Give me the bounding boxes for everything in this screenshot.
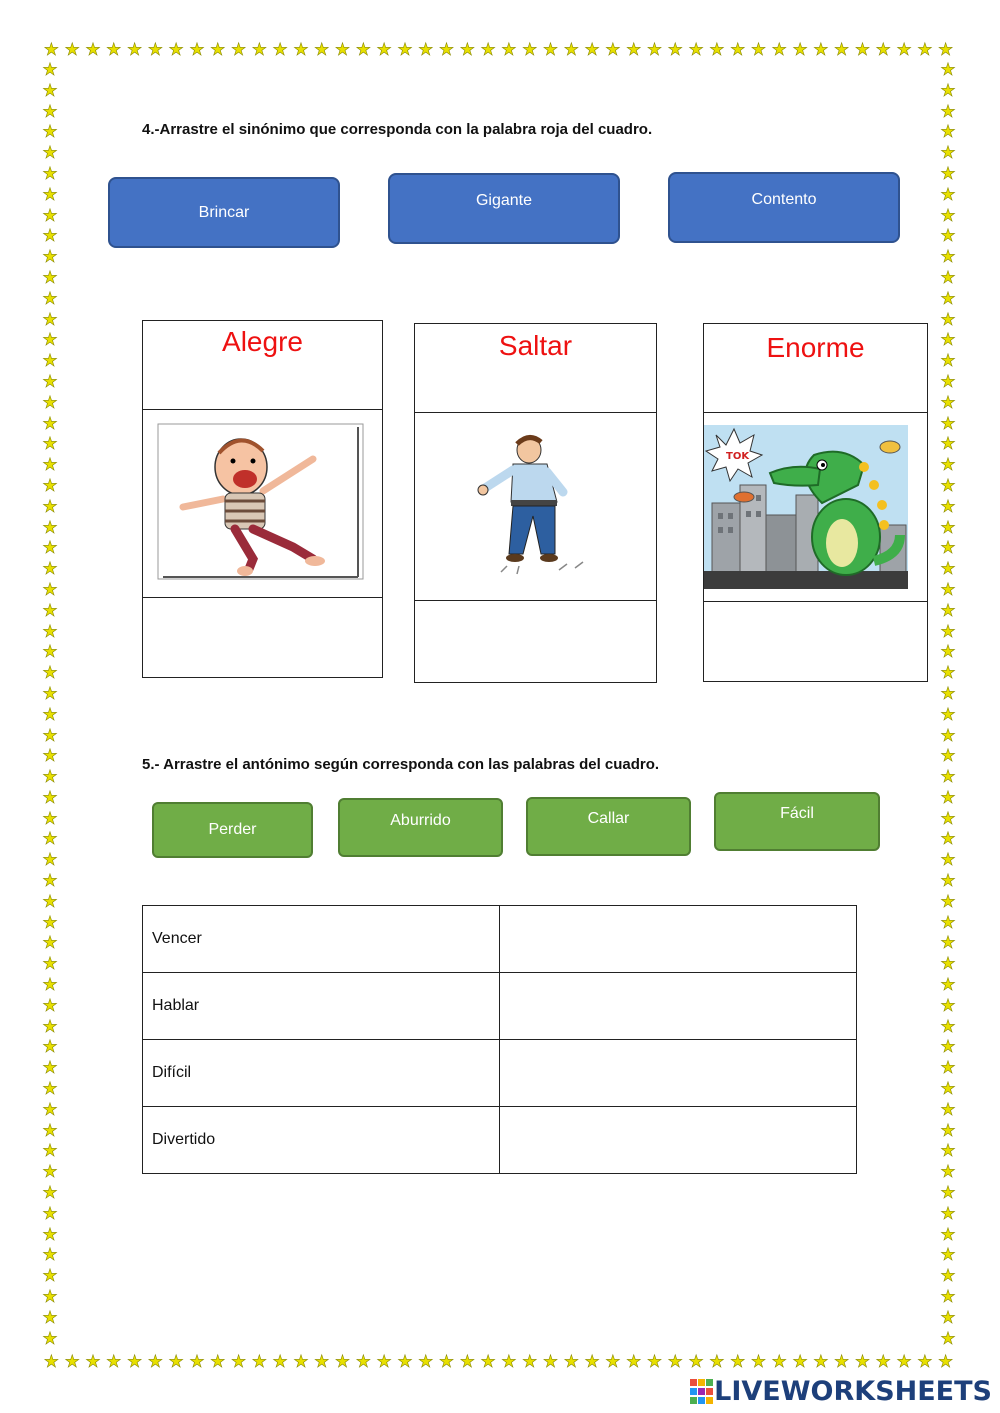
star-icon: ★ — [42, 1203, 58, 1224]
star-icon: ★ — [940, 933, 956, 954]
star-icon: ★ — [42, 1307, 58, 1328]
star-icon: ★ — [940, 1079, 956, 1100]
star-icon: ★ — [42, 122, 58, 143]
star-icon: ★ — [42, 995, 58, 1016]
card-word: Enorme — [704, 324, 927, 413]
giant-dinosaur-image — [704, 413, 927, 602]
star-icon: ★ — [940, 808, 956, 829]
star-icon: ★ — [771, 1352, 787, 1372]
star-icon: ★ — [940, 267, 956, 288]
star-icon: ★ — [940, 434, 956, 455]
star-icon: ★ — [940, 1183, 956, 1204]
star-icon: ★ — [584, 1352, 600, 1372]
star-icon: ★ — [940, 683, 956, 704]
star-icon: ★ — [42, 205, 58, 226]
antonym-word: Divertido — [143, 1107, 500, 1174]
star-icon: ★ — [940, 912, 956, 933]
star-icon: ★ — [42, 1224, 58, 1245]
star-icon: ★ — [42, 683, 58, 704]
star-icon: ★ — [940, 704, 956, 725]
star-icon: ★ — [42, 101, 58, 122]
star-icon: ★ — [940, 1037, 956, 1058]
star-icon: ★ — [42, 351, 58, 372]
star-icon: ★ — [940, 559, 956, 580]
star-icon: ★ — [563, 1352, 579, 1372]
star-icon: ★ — [314, 40, 330, 60]
star-icon: ★ — [42, 954, 58, 975]
star-icon: ★ — [940, 60, 956, 80]
star-icon: ★ — [940, 392, 956, 413]
card-word: Alegre — [143, 321, 382, 410]
star-icon: ★ — [42, 621, 58, 642]
star-border-top — [41, 40, 956, 60]
star-icon: ★ — [42, 808, 58, 829]
star-icon: ★ — [626, 1352, 642, 1372]
synonym-card-enorme — [703, 323, 928, 682]
antonym-table — [142, 905, 857, 1174]
star-icon: ★ — [397, 1352, 413, 1372]
star-icon: ★ — [940, 891, 956, 912]
star-icon: ★ — [940, 954, 956, 975]
star-icon: ★ — [730, 40, 746, 60]
star-icon: ★ — [940, 1099, 956, 1120]
star-icon: ★ — [940, 538, 956, 559]
star-icon: ★ — [418, 1352, 434, 1372]
star-icon: ★ — [834, 1352, 850, 1372]
table-row — [143, 1107, 857, 1174]
star-icon: ★ — [42, 871, 58, 892]
draggable-option-perder[interactable]: Perder — [152, 802, 313, 858]
star-icon: ★ — [940, 621, 956, 642]
star-icon: ★ — [106, 1352, 122, 1372]
star-icon: ★ — [940, 767, 956, 788]
star-icon: ★ — [940, 1162, 956, 1183]
star-icon: ★ — [940, 725, 956, 746]
draggable-option-aburrido[interactable]: Aburrido — [338, 798, 503, 857]
star-icon: ★ — [667, 40, 683, 60]
draggable-option-callar[interactable]: Callar — [526, 797, 691, 856]
star-icon: ★ — [334, 1352, 351, 1372]
star-icon: ★ — [834, 40, 850, 60]
star-icon: ★ — [940, 101, 956, 122]
star-icon: ★ — [584, 40, 600, 60]
synonym-drop-zone-saltar[interactable] — [415, 598, 656, 682]
star-icon: ★ — [940, 80, 956, 101]
star-icon: ★ — [314, 1352, 330, 1372]
star-icon: ★ — [42, 1245, 58, 1266]
star-icon: ★ — [210, 1352, 226, 1372]
star-icon: ★ — [940, 1016, 956, 1037]
logo-text: LIVEWORKSHEETS — [714, 1376, 992, 1407]
star-icon: ★ — [42, 538, 58, 559]
star-icon: ★ — [940, 517, 956, 538]
jumping-man-image — [415, 413, 656, 601]
star-icon: ★ — [646, 40, 663, 60]
star-icon: ★ — [501, 1352, 517, 1372]
star-icon: ★ — [917, 40, 933, 60]
star-icon: ★ — [42, 434, 58, 455]
star-icon: ★ — [42, 663, 58, 684]
star-icon: ★ — [940, 663, 956, 684]
star-icon: ★ — [64, 40, 80, 60]
star-icon: ★ — [875, 1352, 891, 1372]
exercise4-instruction: 4.-Arrastre el sinónimo que corresponda con la palabra roja del cuadro. — [142, 121, 653, 138]
star-icon: ★ — [397, 40, 413, 60]
star-icon: ★ — [376, 40, 392, 60]
star-icon: ★ — [43, 1352, 60, 1372]
star-icon: ★ — [106, 40, 122, 60]
star-icon: ★ — [272, 40, 288, 60]
star-icon: ★ — [42, 1058, 58, 1079]
star-icon: ★ — [42, 1162, 58, 1183]
liveworksheets-logo-icon — [690, 1379, 714, 1405]
star-icon: ★ — [42, 60, 58, 80]
star-icon: ★ — [940, 1203, 956, 1224]
star-icon: ★ — [42, 746, 58, 767]
star-icon: ★ — [42, 850, 58, 871]
star-icon: ★ — [771, 40, 787, 60]
star-icon: ★ — [940, 371, 956, 392]
star-icon: ★ — [126, 1352, 143, 1372]
star-icon: ★ — [42, 330, 58, 351]
star-icon: ★ — [272, 1352, 288, 1372]
star-icon: ★ — [42, 1328, 58, 1349]
star-icon: ★ — [940, 850, 956, 871]
star-icon: ★ — [940, 288, 956, 309]
exercise5-instruction: 5.- Arrastre el antónimo según corresponda con las palabras del cuadro. — [142, 756, 660, 773]
star-icon: ★ — [42, 392, 58, 413]
star-icon: ★ — [792, 40, 808, 60]
star-icon: ★ — [940, 1224, 956, 1245]
star-icon: ★ — [940, 1245, 956, 1266]
star-icon: ★ — [542, 40, 559, 60]
star-icon: ★ — [940, 871, 956, 892]
star-icon: ★ — [940, 975, 956, 996]
star-icon: ★ — [940, 496, 956, 517]
star-icon: ★ — [438, 40, 455, 60]
star-icon: ★ — [522, 40, 538, 60]
star-icon: ★ — [168, 40, 184, 60]
star-icon: ★ — [688, 40, 704, 60]
star-icon: ★ — [459, 1352, 475, 1372]
star-icon: ★ — [940, 1266, 956, 1287]
star-icon: ★ — [792, 1352, 808, 1372]
star-icon: ★ — [251, 40, 267, 60]
star-icon: ★ — [42, 1266, 58, 1287]
star-icon: ★ — [940, 351, 956, 372]
star-icon: ★ — [940, 600, 956, 621]
star-icon: ★ — [189, 1352, 205, 1372]
star-icon: ★ — [293, 1352, 309, 1372]
star-icon: ★ — [854, 40, 871, 60]
liveworksheets-logo — [690, 1376, 992, 1407]
star-icon: ★ — [168, 1352, 184, 1372]
star-icon: ★ — [42, 642, 58, 663]
star-icon: ★ — [64, 1352, 80, 1372]
star-icon: ★ — [334, 40, 351, 60]
star-icon: ★ — [750, 1352, 767, 1372]
star-icon: ★ — [42, 1016, 58, 1037]
antonym-word: Hablar — [143, 973, 500, 1040]
star-icon: ★ — [459, 40, 475, 60]
star-icon: ★ — [42, 517, 58, 538]
star-icon: ★ — [210, 40, 226, 60]
star-icon: ★ — [355, 1352, 371, 1372]
star-icon: ★ — [940, 787, 956, 808]
star-icon: ★ — [147, 1352, 163, 1372]
star-icon: ★ — [501, 40, 517, 60]
star-icon: ★ — [940, 995, 956, 1016]
star-icon: ★ — [940, 122, 956, 143]
star-icon: ★ — [940, 475, 956, 496]
star-icon: ★ — [42, 413, 58, 434]
star-icon: ★ — [418, 40, 434, 60]
star-icon: ★ — [626, 40, 642, 60]
antonym-drop-zone[interactable] — [500, 973, 857, 1040]
star-icon: ★ — [563, 40, 579, 60]
star-icon: ★ — [42, 559, 58, 580]
star-icon: ★ — [875, 40, 891, 60]
draggable-option-contento[interactable]: Contento — [668, 172, 900, 243]
star-icon: ★ — [605, 40, 621, 60]
draggable-option-gigante[interactable]: Gigante — [388, 173, 620, 244]
star-icon: ★ — [42, 247, 58, 268]
card-word: Saltar — [415, 324, 656, 413]
star-icon: ★ — [730, 1352, 746, 1372]
star-icon: ★ — [940, 184, 956, 205]
star-icon: ★ — [42, 309, 58, 330]
star-icon: ★ — [709, 40, 725, 60]
star-icon: ★ — [688, 1352, 704, 1372]
star-icon: ★ — [85, 40, 101, 60]
star-icon: ★ — [42, 80, 58, 101]
happy-boy-image — [143, 410, 382, 598]
star-icon: ★ — [940, 1287, 956, 1308]
star-icon: ★ — [42, 455, 58, 476]
star-icon: ★ — [522, 1352, 538, 1372]
star-icon: ★ — [940, 1328, 956, 1349]
synonym-drop-zone-enorme[interactable] — [704, 599, 927, 681]
star-icon: ★ — [42, 1099, 58, 1120]
star-border-right — [938, 60, 958, 1349]
synonym-card-alegre — [142, 320, 383, 678]
star-icon: ★ — [940, 455, 956, 476]
star-icon: ★ — [896, 1352, 912, 1372]
star-icon: ★ — [293, 40, 309, 60]
star-icon: ★ — [42, 1120, 58, 1141]
star-icon: ★ — [230, 1352, 247, 1372]
star-icon: ★ — [813, 40, 829, 60]
star-icon: ★ — [940, 163, 956, 184]
star-icon: ★ — [42, 1287, 58, 1308]
star-icon: ★ — [42, 787, 58, 808]
star-icon: ★ — [42, 579, 58, 600]
star-icon: ★ — [42, 226, 58, 247]
star-icon: ★ — [940, 330, 956, 351]
star-icon: ★ — [42, 184, 58, 205]
star-icon: ★ — [938, 40, 954, 60]
star-icon: ★ — [42, 933, 58, 954]
star-icon: ★ — [355, 40, 371, 60]
star-icon: ★ — [940, 205, 956, 226]
star-icon: ★ — [480, 40, 496, 60]
star-icon: ★ — [42, 371, 58, 392]
star-icon: ★ — [251, 1352, 267, 1372]
star-icon: ★ — [480, 1352, 496, 1372]
table-row — [143, 973, 857, 1040]
synonym-drop-zone-alegre[interactable] — [143, 595, 382, 677]
draggable-option-brincar[interactable]: Brincar — [108, 177, 340, 248]
star-icon: ★ — [709, 1352, 725, 1372]
star-icon: ★ — [938, 1352, 954, 1372]
star-icon: ★ — [896, 40, 912, 60]
star-icon: ★ — [940, 413, 956, 434]
star-icon: ★ — [940, 226, 956, 247]
star-icon: ★ — [126, 40, 143, 60]
star-icon: ★ — [42, 288, 58, 309]
star-icon: ★ — [376, 1352, 392, 1372]
table-row — [143, 1040, 857, 1107]
star-icon: ★ — [230, 40, 247, 60]
star-icon: ★ — [42, 912, 58, 933]
star-icon: ★ — [42, 725, 58, 746]
star-icon: ★ — [940, 746, 956, 767]
star-icon: ★ — [42, 496, 58, 517]
star-icon: ★ — [147, 40, 163, 60]
star-icon: ★ — [940, 579, 956, 600]
star-icon: ★ — [813, 1352, 829, 1372]
star-icon: ★ — [43, 40, 60, 60]
star-icon: ★ — [42, 975, 58, 996]
star-icon: ★ — [42, 267, 58, 288]
star-icon: ★ — [917, 1352, 933, 1372]
star-icon: ★ — [42, 891, 58, 912]
star-icon: ★ — [189, 40, 205, 60]
star-icon: ★ — [85, 1352, 101, 1372]
table-row — [143, 906, 857, 973]
star-icon: ★ — [646, 1352, 663, 1372]
star-icon: ★ — [42, 163, 58, 184]
star-icon: ★ — [940, 247, 956, 268]
antonym-word: Difícil — [143, 1040, 500, 1107]
star-border-bottom — [41, 1352, 956, 1372]
star-icon: ★ — [42, 1079, 58, 1100]
star-icon: ★ — [940, 829, 956, 850]
star-icon: ★ — [438, 1352, 455, 1372]
star-icon: ★ — [940, 1307, 956, 1328]
star-icon: ★ — [940, 1120, 956, 1141]
star-icon: ★ — [42, 1183, 58, 1204]
star-icon: ★ — [42, 704, 58, 725]
antonym-word: Vencer — [143, 906, 500, 973]
star-icon: ★ — [42, 1037, 58, 1058]
star-icon: ★ — [940, 1058, 956, 1079]
draggable-option-facil[interactable]: Fácil — [714, 792, 880, 851]
star-icon: ★ — [940, 309, 956, 330]
antonym-drop-zone[interactable] — [500, 1107, 857, 1174]
antonym-drop-zone[interactable] — [500, 1040, 857, 1107]
star-icon: ★ — [542, 1352, 559, 1372]
antonym-drop-zone[interactable] — [500, 906, 857, 973]
star-icon: ★ — [667, 1352, 683, 1372]
star-icon: ★ — [42, 767, 58, 788]
star-icon: ★ — [42, 143, 58, 164]
star-icon: ★ — [750, 40, 767, 60]
star-icon: ★ — [605, 1352, 621, 1372]
star-icon: ★ — [42, 600, 58, 621]
star-icon: ★ — [42, 829, 58, 850]
star-icon: ★ — [42, 1141, 58, 1162]
star-icon: ★ — [940, 1141, 956, 1162]
star-icon: ★ — [42, 475, 58, 496]
synonym-card-saltar — [414, 323, 657, 683]
star-icon: ★ — [854, 1352, 871, 1372]
star-icon: ★ — [940, 143, 956, 164]
svg-text:TOK: TOK — [726, 451, 750, 462]
star-border-left — [40, 60, 60, 1349]
star-icon: ★ — [940, 642, 956, 663]
